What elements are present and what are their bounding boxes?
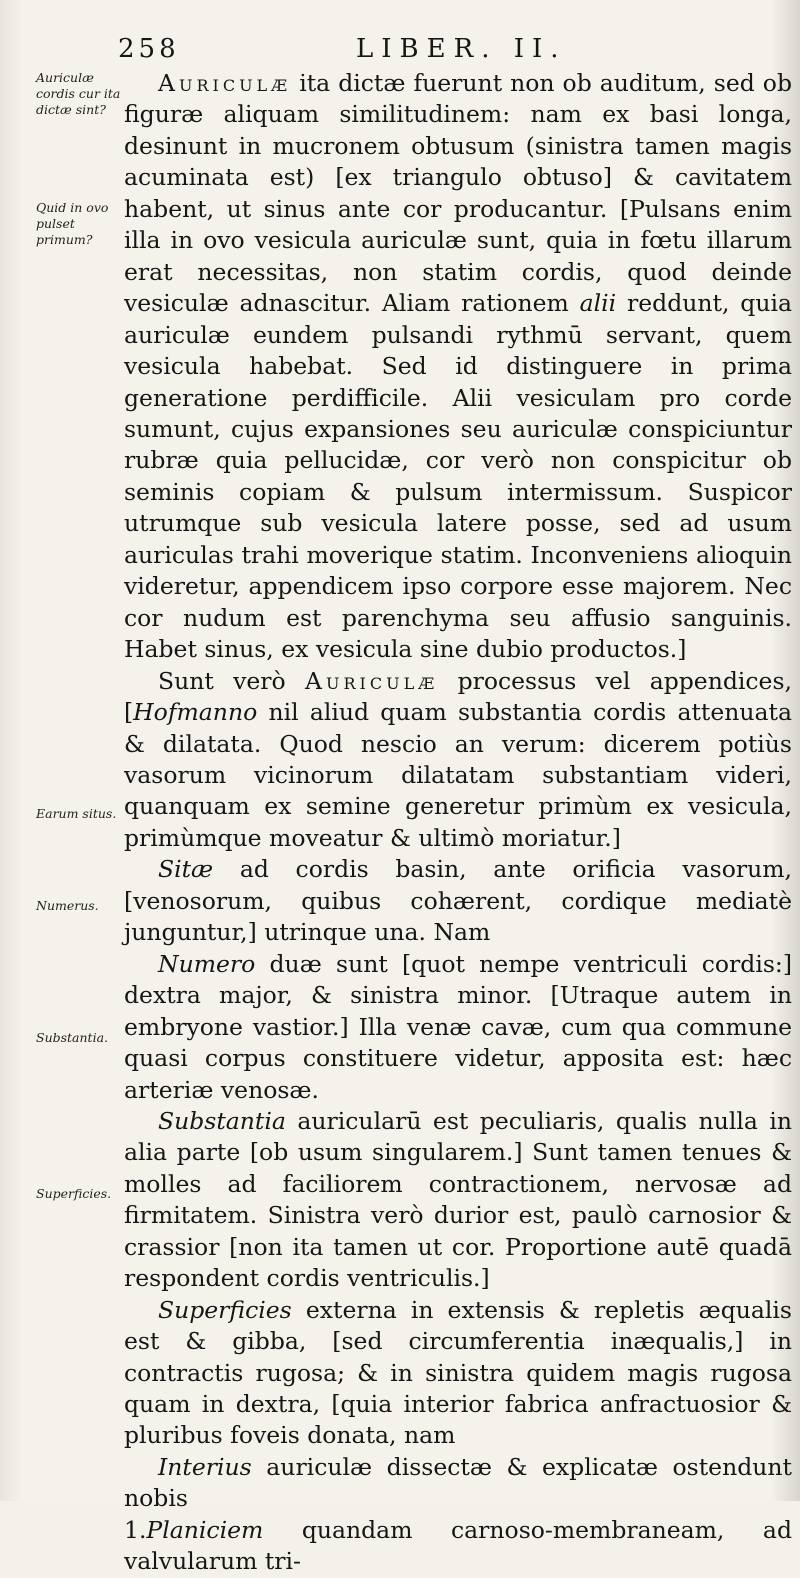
margin-note: Quid in ovo pulset primum?: [36, 200, 109, 247]
paragraph-superficies: Superficies externa in extensis & repletis æqualis est & gibba, [sed circumferentia inæqualis,] in contractis rugosa; & in sinistra quidem magis rugosa quam in dextra, [quia interior fabrica anfractuosior & pluribus foveis donata, nam: [124, 1295, 792, 1450]
margin-note: Earum situs.: [36, 806, 117, 821]
margin-notes: [0, 0, 120, 1501]
paragraph-processus: Sunt verò Auriculæ processus vel appendices, [Hofmanno nil aliud quam substantia cordis attenuata & dilatata. Quod nescio an verum: dicerem potiùs vasorum vicinorum dilatatam substantiam videri, quanquam ex semine generetur primùm ex vesicula, primùmque moveatur & ultimò moriatur.]: [124, 666, 792, 852]
paragraph-planicies: 1.Planiciem quandam carnoso-membraneam, ad valvularum tri-: [124, 1515, 792, 1576]
paragraph-situs: Sitæ ad cordis basin, ante orificia vasorum, [venosorum, quibus cohærent, cordique mediatè junguntur,] utrinque una. Nam: [124, 855, 792, 947]
paragraph-auriculae: Auriculæ ita dictæ fuerunt non ob auditum, sed ob figuræ aliquam similitudinem: nam ex basi longa, desinunt in mucronem obtusum (sinistra tamen magis acuminata est) [ex triangulo obtuso] & cavitatem habent, ut sinus ante cor producantur. [Pulsans enim illa in ovo vesicula auriculæ sunt, quia in fœtu illarum erat necessitas, non statim cordis, quod deinde vesiculæ adnascitur. Aliam rationem alii reddunt, quia auriculæ eundem pulsandi rythmū servant, quem vesicula habebat. Sed id distinguere in prima generatione perdifficile. Alii vesiculam pro corde sumunt, cujus expansiones seu auriculæ conspiciuntur rubræ quia pellucidæ, cor verò non conspicitur ob seminis copiam & pulsum intermissum. Suspicor utrumque sub vesicula latere posse, sed ad usum auriculas trahi moverique statim. Inconveniens alioquin videretur, appendicem ipso corpore esse majorem. Nec cor nudum est parenchyma seu affusio sanguinis. Habet sinus, ex vesicula sine dubio productos.]: [124, 69, 792, 664]
term-auriculae: Auriculæ: [158, 69, 292, 97]
paragraph-numerus: Numero duæ sunt [quot nempe ventriculi cordis:] dextra major, & sinistra minor. [Utraque autem in embryone vastior.] Illa venæ cavæ, cum qua commune quasi corpus constituere videtur, apposita est: hæc arteriæ venosæ.: [124, 949, 792, 1104]
body-text: [124, 68, 792, 1578]
margin-note: Superficies.: [36, 1186, 112, 1201]
page-header: [118, 34, 758, 68]
margin-note: Numerus.: [36, 898, 99, 913]
margin-note: Substantia.: [36, 1030, 109, 1045]
paragraph-substantia: Substantia auricularū est peculiaris, qualis nulla in alia parte [ob usum singularem.] Sunt tamen tenues & molles ad faciliorem contractionem, nervosæ ad firmitatem. Sinistra verò durior est, paulò carnosior & crassior [non ita tamen ut cor. Proportione autē quadā respondent cordis ventriculis.]: [124, 1106, 792, 1293]
paragraph-interius: Interius auriculæ dissectæ & explicatæ ostendunt nobis: [124, 1452, 792, 1513]
margin-note: Auriculæ cordis cur ita dictæ sint?: [36, 70, 121, 117]
running-title: LIBER. II.: [356, 34, 567, 64]
page-number: 258: [118, 34, 180, 64]
